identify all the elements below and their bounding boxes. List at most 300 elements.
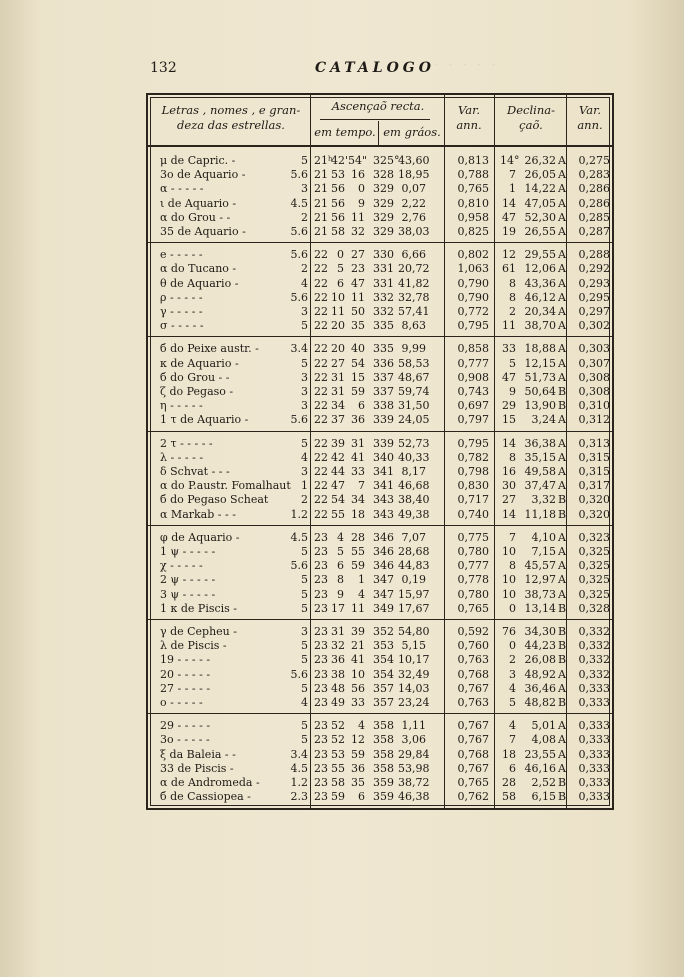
table-row <box>154 638 610 653</box>
declination-direction: A <box>558 450 566 464</box>
star-magnitude: 5.6 <box>290 559 308 573</box>
ra-degrees: 332 <box>373 290 394 304</box>
star-magnitude: 5.6 <box>290 248 308 262</box>
declination-direction: A <box>558 436 566 450</box>
ra-degree-minutes: 9,99 <box>401 342 426 356</box>
declination-minutes: 2,52 <box>531 776 556 789</box>
star-magnitude: 3 <box>301 399 308 413</box>
ra-degrees: 330 <box>373 248 394 262</box>
annual-variation-ra: 0,760 <box>457 639 489 653</box>
ra-hours: 23 <box>314 681 328 695</box>
ra-seconds: 33 <box>351 465 365 478</box>
table-row <box>154 558 610 573</box>
ra-minutes: 54 <box>331 493 345 507</box>
declination-direction: A <box>558 276 566 290</box>
ra-hours: 23 <box>314 719 328 733</box>
table-row <box>154 789 610 804</box>
ra-hours: 21 <box>314 210 328 224</box>
ra-degree-minutes: 38,72 <box>398 776 430 789</box>
declination-minutes: 36,46 <box>524 681 556 695</box>
star-name: 2 τ - - - - - <box>160 436 213 450</box>
annual-variation-decl: 0,275 <box>578 154 610 167</box>
annual-variation-decl: 0,325 <box>578 559 610 573</box>
ra-hours: 22 <box>314 290 328 304</box>
annual-variation-decl: 0,307 <box>578 356 610 370</box>
ra-seconds: 54 <box>351 356 365 370</box>
ra-hours: 23 <box>314 733 328 747</box>
declination-minutes: 38,73 <box>524 587 556 601</box>
ra-hours: 22 <box>314 356 328 370</box>
declination-degrees: 12 <box>502 248 516 262</box>
table-row <box>154 224 610 239</box>
declination-minutes: 45,57 <box>524 559 556 573</box>
annual-variation-decl: 0,333 <box>578 681 610 695</box>
declination-direction: B <box>558 493 567 507</box>
ra-hours: 21ʰ <box>314 154 333 167</box>
annual-variation-decl: 0,315 <box>578 465 610 478</box>
ra-seconds: 55 <box>351 545 365 558</box>
annual-variation-ra: 0,765 <box>457 182 489 196</box>
ra-seconds: 39 <box>351 625 365 638</box>
star-magnitude: 3.4 <box>290 747 308 761</box>
star-magnitude: 2 <box>301 210 308 224</box>
page-number: 132 <box>150 60 177 76</box>
star-name: γ - - - - - <box>160 305 203 318</box>
ra-degrees: 347 <box>373 587 394 601</box>
declination-direction: A <box>558 305 566 318</box>
annual-variation-decl: 0,323 <box>578 530 610 544</box>
ra-seconds: 16 <box>351 168 365 182</box>
star-magnitude: 5.6 <box>290 290 308 304</box>
annual-variation-decl: 0,325 <box>578 573 610 587</box>
ra-minutes: 31 <box>331 625 345 638</box>
table-row <box>154 304 610 319</box>
star-name: 3 ψ - - - - - <box>160 587 216 601</box>
ra-minutes: 8 <box>337 573 344 587</box>
ra-minutes: 39 <box>331 436 345 450</box>
annual-variation-decl: 0,310 <box>578 399 610 413</box>
declination-direction: A <box>558 681 566 695</box>
star-name: б de Cassiopea - <box>160 790 251 804</box>
declination-degrees: 2 <box>509 305 516 318</box>
declination-degrees: 18 <box>502 747 516 761</box>
ra-hours: 23 <box>314 790 328 804</box>
declination-degrees: 5 <box>509 696 516 709</box>
ra-minutes: 56 <box>331 196 345 210</box>
star-name: χ - - - - - <box>160 559 203 573</box>
ra-minutes: 58 <box>331 225 345 238</box>
ra-minutes: 56 <box>331 182 345 196</box>
ra-degrees: 328 <box>373 168 394 182</box>
ra-degrees: 343 <box>373 493 394 507</box>
declination-degrees: 7 <box>509 168 516 182</box>
ra-degree-minutes: 18,95 <box>398 168 430 182</box>
ra-hours: 22 <box>314 305 328 318</box>
group-divider <box>148 431 612 432</box>
ra-seconds: 34 <box>351 493 365 507</box>
ra-seconds: 7 <box>358 479 365 493</box>
ra-seconds: 31 <box>351 436 365 450</box>
ra-hours: 22 <box>314 479 328 493</box>
star-magnitude: 1 <box>301 479 308 493</box>
star-name: λ de Piscis - <box>160 639 227 653</box>
annual-variation-decl: 0,308 <box>578 385 610 398</box>
declination-direction: A <box>558 319 566 333</box>
ra-degree-minutes: 1,11 <box>401 719 426 733</box>
table-row <box>154 747 610 762</box>
declination-degrees: 7 <box>509 530 516 544</box>
annual-variation-decl: 0,286 <box>578 182 610 196</box>
ra-minutes: 47 <box>331 479 345 493</box>
declination-direction: A <box>558 225 566 238</box>
declination-minutes: 26,08 <box>524 653 556 667</box>
declination-direction: A <box>558 210 566 224</box>
declination-degrees: 47 <box>502 370 516 384</box>
table-row <box>154 412 610 427</box>
ra-minutes: 10 <box>331 290 345 304</box>
ra-degrees: 331 <box>373 262 394 276</box>
header-names: Letras , nomes , e gran- deza das estrellas. <box>161 103 301 132</box>
declination-direction: B <box>558 507 567 521</box>
declination-minutes: 47,05 <box>524 196 556 210</box>
star-name: 1 κ de Piscis - <box>160 601 238 615</box>
ra-seconds: 6 <box>358 399 365 413</box>
ra-degree-minutes: 59,74 <box>398 385 430 398</box>
star-name: φ de Aquario - <box>160 530 240 544</box>
annual-variation-ra: 0,740 <box>457 507 489 521</box>
ra-degrees: 346 <box>373 559 394 573</box>
table-row <box>154 318 610 333</box>
annual-variation-ra: 0,790 <box>457 276 489 290</box>
ra-seconds: 59 <box>351 559 365 573</box>
declination-minutes: 48,82 <box>524 696 556 709</box>
annual-variation-decl: 0,292 <box>578 262 610 276</box>
annual-variation-decl: 0,333 <box>578 747 610 761</box>
declination-direction: A <box>558 465 566 478</box>
annual-variation-ra: 0,768 <box>457 667 489 681</box>
star-magnitude: 3 <box>301 385 308 398</box>
ra-degree-minutes: 14,03 <box>398 681 430 695</box>
declination-degrees: 14° <box>500 154 520 167</box>
ra-hours: 21 <box>314 196 328 210</box>
ra-degree-minutes: 49,38 <box>398 507 430 521</box>
header-ra-degrees: em gráos. <box>383 125 441 139</box>
ra-seconds: 28 <box>351 530 365 544</box>
declination-degrees: 8 <box>509 450 516 464</box>
annual-variation-decl: 0,333 <box>578 719 610 733</box>
declination-degrees: 10 <box>502 587 516 601</box>
ra-seconds: 18 <box>351 507 365 521</box>
table-row <box>154 247 610 262</box>
star-magnitude: 5 <box>301 587 308 601</box>
declination-degrees: 11 <box>502 319 516 333</box>
ra-degree-minutes: 0,07 <box>401 182 426 196</box>
ra-hours: 22 <box>314 465 328 478</box>
declination-direction: A <box>558 747 566 761</box>
ra-seconds: 12 <box>351 733 365 747</box>
declination-degrees: 7 <box>509 733 516 747</box>
annual-variation-ra: 0,908 <box>457 370 489 384</box>
annual-variation-decl: 0,333 <box>578 696 610 709</box>
ra-minutes: 53 <box>331 168 345 182</box>
ra-degree-minutes: 2,76 <box>401 210 426 224</box>
annual-variation-decl: 0,287 <box>578 225 610 238</box>
ra-degrees: 331 <box>373 276 394 290</box>
star-magnitude: 5 <box>301 319 308 333</box>
ra-degree-minutes: 2,22 <box>401 196 426 210</box>
ra-degree-minutes: 38,03 <box>398 225 430 238</box>
declination-minutes: 3,24 <box>531 413 556 427</box>
ra-hours: 22 <box>314 342 328 356</box>
annual-variation-decl: 0,293 <box>578 276 610 290</box>
ra-seconds: 59 <box>351 385 365 398</box>
ra-degree-minutes: 40,33 <box>398 450 430 464</box>
annual-variation-ra: 0,763 <box>457 696 489 709</box>
declination-direction: A <box>558 168 566 182</box>
ra-minutes: 52 <box>331 733 345 747</box>
ra-degrees: 329 <box>373 210 394 224</box>
declination-direction: A <box>558 667 566 681</box>
star-name: 35 de Aquario - <box>160 225 246 238</box>
annual-variation-ra: 0,765 <box>457 776 489 789</box>
table-row <box>154 478 610 493</box>
annual-variation-ra: 0,767 <box>457 733 489 747</box>
ra-hours: 22 <box>314 507 328 521</box>
ra-degree-minutes: 48,67 <box>398 370 430 384</box>
star-magnitude: 4.5 <box>290 761 308 775</box>
ra-degree-minutes: 57,41 <box>398 305 430 318</box>
group-divider <box>148 242 612 243</box>
ra-degrees: 347 <box>373 573 394 587</box>
star-name: 20 - - - - - <box>160 667 211 681</box>
declination-degrees: 0 <box>509 601 516 615</box>
star-magnitude: 3.4 <box>290 342 308 356</box>
declination-degrees: 4 <box>509 681 516 695</box>
table-row <box>154 572 610 587</box>
annual-variation-ra: 0,775 <box>457 530 489 544</box>
annual-variation-decl: 0,312 <box>578 413 610 427</box>
declination-direction: B <box>558 653 567 667</box>
ra-degrees: 357 <box>373 696 394 709</box>
table-row <box>154 652 610 667</box>
declination-direction: A <box>558 530 566 544</box>
annual-variation-ra: 0,697 <box>457 399 489 413</box>
ra-minutes: 38 <box>331 667 345 681</box>
ra-seconds: 6 <box>358 790 365 804</box>
ra-degree-minutes: 8,17 <box>401 465 426 478</box>
annual-variation-decl: 0,332 <box>578 639 610 653</box>
table-row <box>154 341 610 356</box>
annual-variation-ra: 0,777 <box>457 356 489 370</box>
header-ra-time: em tempo. <box>314 125 376 139</box>
declination-minutes: 20,34 <box>524 305 556 318</box>
ra-minutes: 4 <box>337 530 344 544</box>
star-magnitude: 3 <box>301 305 308 318</box>
ra-minutes: 27 <box>331 356 345 370</box>
table-row <box>154 167 610 182</box>
ra-minutes: 6 <box>337 559 344 573</box>
ra-minutes: 20 <box>331 342 345 356</box>
table-row <box>154 775 610 790</box>
ra-hours: 23 <box>314 625 328 638</box>
ra-seconds: 1 <box>358 573 365 587</box>
annual-variation-decl: 0,332 <box>578 667 610 681</box>
annual-variation-ra: 0,763 <box>457 653 489 667</box>
declination-degrees: 8 <box>509 290 516 304</box>
declination-minutes: 6,15 <box>531 790 556 804</box>
annual-variation-decl: 0,302 <box>578 319 610 333</box>
ra-minutes: 9 <box>337 587 344 601</box>
star-magnitude: 5 <box>301 545 308 558</box>
annual-variation-ra: 0,768 <box>457 747 489 761</box>
declination-direction: B <box>558 385 567 398</box>
annual-variation-ra: 0,592 <box>457 625 489 638</box>
annual-variation-ra: 0,798 <box>457 465 489 478</box>
ra-minutes: 42' <box>331 154 349 167</box>
ra-hours: 23 <box>314 653 328 667</box>
declination-degrees: 3 <box>509 667 516 681</box>
declination-minutes: 23,55 <box>524 747 556 761</box>
star-magnitude: 5 <box>301 719 308 733</box>
annual-variation-decl: 0,328 <box>578 601 610 615</box>
ra-hours: 21 <box>314 225 328 238</box>
declination-direction: A <box>558 479 566 493</box>
table-row <box>154 761 610 776</box>
ra-hours: 23 <box>314 696 328 709</box>
annual-variation-decl: 0,320 <box>578 507 610 521</box>
header-declination: Declina- çaõ. <box>507 103 555 132</box>
ra-hours: 23 <box>314 559 328 573</box>
annual-variation-ra: 0,830 <box>457 479 489 493</box>
annual-variation-ra: 0,765 <box>457 601 489 615</box>
star-magnitude: 5.6 <box>290 225 308 238</box>
annual-variation-ra: 0,958 <box>457 210 489 224</box>
star-name: α - - - - - <box>160 182 204 196</box>
declination-degrees: 10 <box>502 573 516 587</box>
star-name: λ - - - - - <box>160 450 204 464</box>
annual-variation-ra: 0,825 <box>457 225 489 238</box>
star-name: 2 ψ - - - - - <box>160 573 216 587</box>
declination-minutes: 37,47 <box>524 479 556 493</box>
ra-degrees: 359 <box>373 790 394 804</box>
ra-minutes: 11 <box>331 305 345 318</box>
annual-variation-decl: 0,313 <box>578 436 610 450</box>
annual-variation-decl: 0,286 <box>578 196 610 210</box>
table-row <box>154 718 610 733</box>
annual-variation-ra: 0,802 <box>457 248 489 262</box>
group-divider <box>148 336 612 337</box>
declination-direction: B <box>558 696 567 709</box>
annual-variation-ra: 0,795 <box>457 319 489 333</box>
annual-variation-decl: 0,332 <box>578 625 610 638</box>
declination-degrees: 28 <box>502 776 516 789</box>
ra-degrees: 339 <box>373 436 394 450</box>
ra-degree-minutes: 46,68 <box>398 479 430 493</box>
group-divider <box>148 525 612 526</box>
table-row <box>154 667 610 682</box>
ra-hours: 23 <box>314 776 328 789</box>
declination-degrees: 8 <box>509 276 516 290</box>
annual-variation-ra: 0,780 <box>457 587 489 601</box>
ra-minutes: 34 <box>331 399 345 413</box>
table-row <box>154 492 610 507</box>
ra-seconds: 4 <box>358 719 365 733</box>
ra-degree-minutes: 32,78 <box>398 290 430 304</box>
declination-degrees: 5 <box>509 356 516 370</box>
annual-variation-ra: 0,778 <box>457 573 489 587</box>
star-name: б do Grou - - <box>160 370 230 384</box>
star-magnitude: 3 <box>301 370 308 384</box>
declination-direction: B <box>558 625 567 638</box>
page-header <box>150 58 480 80</box>
star-magnitude: 4.5 <box>290 530 308 544</box>
ra-hours: 21 <box>314 182 328 196</box>
declination-direction: A <box>558 262 566 276</box>
declination-direction: A <box>558 290 566 304</box>
annual-variation-decl: 0,288 <box>578 248 610 262</box>
ra-seconds: 27 <box>351 248 365 262</box>
ra-degree-minutes: 5,15 <box>401 639 426 653</box>
ra-degrees: 343 <box>373 507 394 521</box>
ra-degrees: 336 <box>373 356 394 370</box>
star-magnitude: 5.6 <box>290 667 308 681</box>
ra-minutes: 20 <box>331 319 345 333</box>
ra-hours: 22 <box>314 370 328 384</box>
ra-degrees: 335 <box>373 319 394 333</box>
star-name: 3o - - - - - <box>160 733 210 747</box>
declination-minutes: 52,30 <box>524 210 556 224</box>
declination-minutes: 36,38 <box>524 436 556 450</box>
star-name: γ de Cepheu - <box>160 625 237 638</box>
ra-degree-minutes: 17,67 <box>398 601 430 615</box>
ra-minutes: 32 <box>331 639 345 653</box>
declination-minutes: 46,16 <box>524 761 556 775</box>
annual-variation-decl: 0,285 <box>578 210 610 224</box>
star-magnitude: 5 <box>301 653 308 667</box>
declination-direction: A <box>558 196 566 210</box>
ra-seconds: 50 <box>351 305 365 318</box>
star-magnitude: 4 <box>301 276 308 290</box>
star-name: ο - - - - - <box>160 696 203 709</box>
ra-degrees: 358 <box>373 761 394 775</box>
ra-degrees: 358 <box>373 733 394 747</box>
ra-minutes: 49 <box>331 696 345 709</box>
annual-variation-ra: 0,797 <box>457 413 489 427</box>
table-row <box>154 436 610 451</box>
star-magnitude: 5 <box>301 601 308 615</box>
star-magnitude: 2 <box>301 262 308 276</box>
declination-minutes: 29,55 <box>524 248 556 262</box>
star-magnitude: 5 <box>301 436 308 450</box>
declination-degrees: 76 <box>502 625 516 638</box>
ra-degrees: 353 <box>373 639 394 653</box>
declination-minutes: 44,23 <box>524 639 556 653</box>
ra-seconds: 32 <box>351 225 365 238</box>
annual-variation-decl: 0,295 <box>578 290 610 304</box>
ra-degree-minutes: 3,06 <box>401 733 426 747</box>
ra-hours: 23 <box>314 573 328 587</box>
ra-minutes: 17 <box>331 601 345 615</box>
ra-seconds: 41 <box>351 653 365 667</box>
declination-degrees: 14 <box>502 196 516 210</box>
table-row <box>154 450 610 465</box>
ra-minutes: 31 <box>331 385 345 398</box>
star-name: α do Tucano - <box>160 262 237 276</box>
declination-minutes: 7,15 <box>531 545 556 558</box>
annual-variation-ra: 0,790 <box>457 290 489 304</box>
declination-minutes: 4,10 <box>531 530 556 544</box>
declination-minutes: 46,12 <box>524 290 556 304</box>
